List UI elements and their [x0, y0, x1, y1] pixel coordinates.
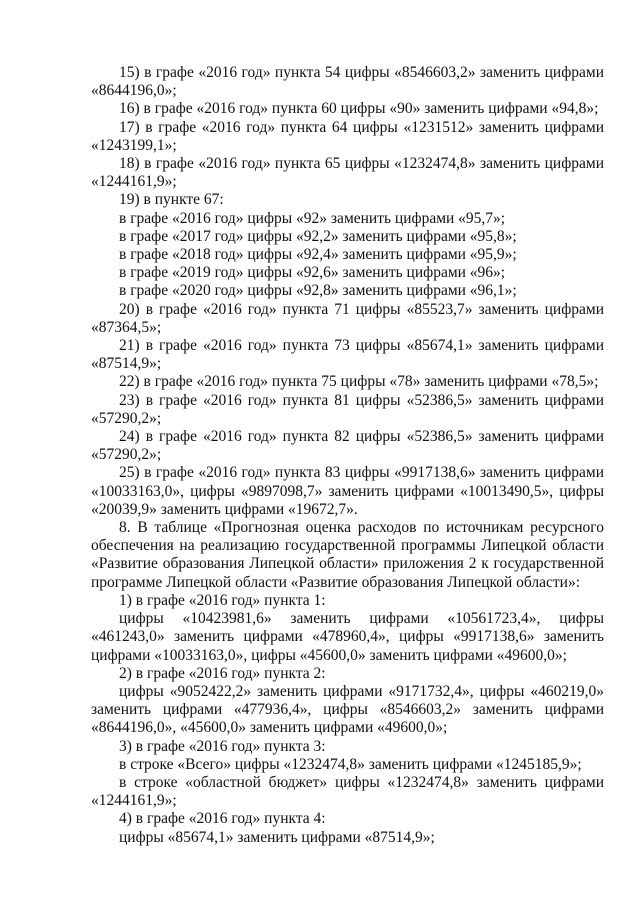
paragraph-item-21: 21) в графе «2016 год» пункта 73 цифры «85674,1» заменить цифрами «87514,9»;: [91, 337, 604, 373]
paragraph-item-19: 19) в пункте 67:: [119, 191, 224, 209]
section-8-item-4: 4) в графе «2016 год» пункта 4:: [119, 810, 326, 828]
subitem-2018: в графе «2018 год» цифры «92,4» заменить цифрами «95,9»;: [119, 246, 517, 264]
paragraph-item-18: 18) в графе «2016 год» пункта 65 цифры «1232474,8» заменить цифрами «1244161,9»;: [91, 155, 604, 191]
subitem-2019: в графе «2019 год» цифры «92,6» заменить цифрами «96»;: [119, 264, 506, 282]
document-body: [91, 64, 604, 847]
paragraph-item-22: 22) в графе «2016 год» пункта 75 цифры «78» заменить цифрами «78,5»;: [119, 373, 599, 391]
section-8-paragraph: 8. В таблице «Прогнозная оценка расходов по источникам ресурсного обеспечения на реализацию государственной программы Липецкой области «Развитие образования Липецкой области» приложения 2 к государственной программе Липецкой области «Развитие образования Липецкой области»:: [91, 519, 604, 591]
section-8-item-3-total: в строке «Всего» цифры «1232474,8» заменить цифрами «1245185,9»;: [119, 755, 582, 773]
subitem-2017: в графе «2017 год» цифры «92,2» заменить цифрами «95,8»;: [119, 227, 517, 245]
section-8-item-1-text: цифры «10423981,6» заменить цифрами «10561723,4», цифры «461243,0» заменить цифрами «478960,4», цифры «9917138,6» заменить цифрами «10033163,0», цифры «45600,0» заменить цифрами «49600,0»;: [91, 610, 604, 664]
paragraph-item-15: 15) в графе «2016 год» пункта 54 цифры «8546603,2» заменить цифрами «8644196,0»;: [91, 64, 604, 100]
paragraph-item-24: 24) в графе «2016 год» пункта 82 цифры «52386,5» заменить цифрами «57290,2»;: [91, 428, 604, 464]
paragraph-item-20: 20) в графе «2016 год» пункта 71 цифры «85523,7» заменить цифрами «87364,5»;: [91, 300, 604, 336]
section-8-item-3-regional: в строке «областной бюджет» цифры «1232474,8» заменить цифрами «1244161,9»;: [91, 773, 604, 810]
paragraph-item-25: 25) в графе «2016 год» пункта 83 цифры «9917138,6» заменить цифрами «10033163,0», цифры «9897098,7» заменить цифрами «10013490,5», цифры «20039,9» заменить цифрами «19672,7».: [91, 464, 604, 518]
section-8-item-3: 3) в графе «2016 год» пункта 3:: [119, 737, 326, 755]
paragraph-item-17: 17) в графе «2016 год» пункта 64 цифры «1231512» заменить цифрами «1243199,1»;: [91, 118, 604, 154]
paragraph-item-23: 23) в графе «2016 год» пункта 81 цифры «52386,5» заменить цифрами «57290,2»;: [91, 391, 604, 427]
subitem-2020: в графе «2020 год» цифры «92,8» заменить цифрами «96,1»;: [119, 282, 517, 300]
section-8-item-2: 2) в графе «2016 год» пункта 2:: [119, 664, 326, 682]
section-8-item-2-text: цифры «9052422,2» заменить цифрами «9171732,4», цифры «460219,0» заменить цифрами «477936,4», цифры «8546603,2» заменить цифрами «8644196,0», «45600,0» заменить цифрами «49600,0»;: [91, 682, 604, 737]
paragraph-item-16: 16) в графе «2016 год» пункта 60 цифры «90» заменить цифрами «94,8»;: [119, 100, 599, 118]
section-8-item-4-text: цифры «85674,1» заменить цифрами «87514,9»;: [119, 828, 435, 846]
section-8-item-1: 1) в графе «2016 год» пункта 1:: [119, 591, 326, 609]
subitem-2016: в графе «2016 год» цифры «92» заменить цифрами «95,7»;: [119, 209, 506, 227]
